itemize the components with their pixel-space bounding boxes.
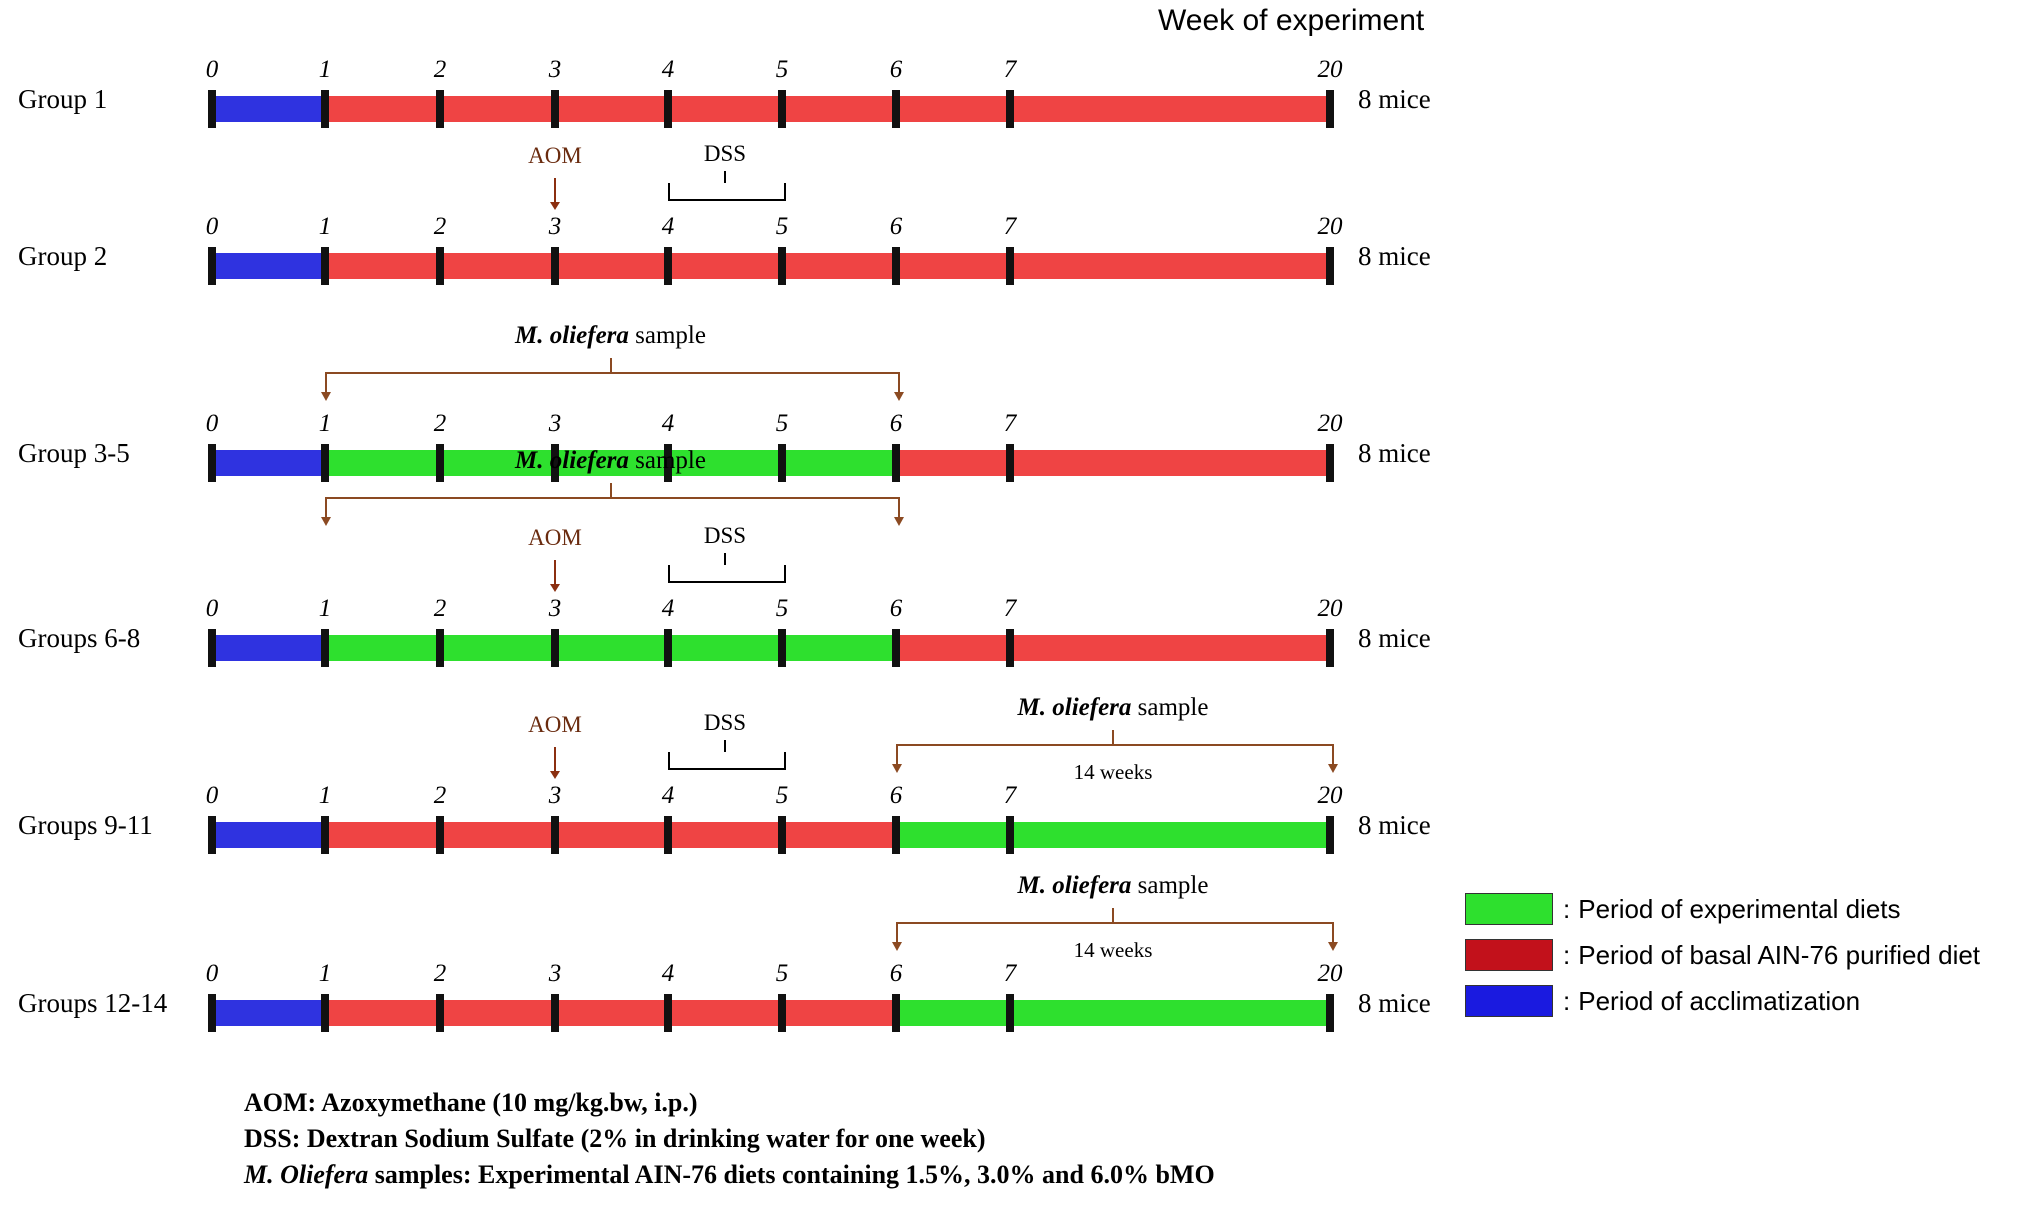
dss-label: DSS xyxy=(703,710,747,735)
legend-item xyxy=(1465,932,1980,978)
moliefera-label xyxy=(1018,872,1209,900)
week-tick-label: 1 xyxy=(318,410,332,437)
footnote-aom: AOM: Azoxymethane (10 mg/kg.bw, i.p.) xyxy=(244,1088,698,1117)
moliefera-label-rest: sample xyxy=(1131,872,1209,899)
dss-bracket xyxy=(668,565,786,583)
week-tick xyxy=(778,629,786,667)
week-tick-label: 1 xyxy=(318,960,332,987)
week-tick-label: 20 xyxy=(1317,56,1343,83)
week-tick xyxy=(892,247,900,285)
week-tick xyxy=(1326,994,1334,1032)
timeline-segment-acclimatization xyxy=(212,96,325,122)
week-tick-label: 1 xyxy=(318,56,332,83)
week-tick-label: 7 xyxy=(1003,960,1017,987)
week-tick xyxy=(1006,247,1014,285)
week-tick-label: 1 xyxy=(318,213,332,240)
week-tick xyxy=(436,444,444,482)
dss-label: DSS xyxy=(703,141,747,166)
week-tick xyxy=(664,629,672,667)
row-mice-count: 8 mice xyxy=(1358,810,1431,840)
week-tick-label: 0 xyxy=(205,960,219,987)
aom-arrow-icon xyxy=(554,560,556,586)
timeline-bar xyxy=(205,410,1343,476)
week-tick xyxy=(1006,629,1014,667)
week-tick xyxy=(551,90,559,128)
week-tick-label: 2 xyxy=(433,595,447,622)
week-tick xyxy=(892,90,900,128)
timeline-bar xyxy=(205,960,1343,1026)
moliefera-bracket xyxy=(325,497,900,517)
row-mice-count: 8 mice xyxy=(1358,438,1431,468)
week-tick xyxy=(208,629,216,667)
moliefera-label xyxy=(1018,694,1209,722)
dss-bracket xyxy=(668,183,786,201)
week-tick xyxy=(1326,816,1334,854)
moliefera-stem xyxy=(1112,730,1114,744)
legend-colon: : xyxy=(1563,939,1571,970)
moliefera-label-italic: M. oliefera xyxy=(515,447,629,474)
week-tick xyxy=(436,816,444,854)
week-tick-label: 6 xyxy=(889,782,903,809)
week-tick xyxy=(208,444,216,482)
moliefera-label-rest: sample xyxy=(1131,694,1209,721)
row-label: Groups 9-11 xyxy=(18,810,153,840)
row-label: Groups 6-8 xyxy=(18,623,141,653)
week-tick xyxy=(321,247,329,285)
timeline-segment-experimental xyxy=(325,635,896,661)
aom-arrow-icon xyxy=(554,178,556,204)
week-tick-label: 4 xyxy=(661,56,675,83)
row-mice-count: 8 mice xyxy=(1358,988,1431,1018)
week-tick-label: 2 xyxy=(433,410,447,437)
week-tick-label: 4 xyxy=(661,595,675,622)
row-mice-count: 8 mice xyxy=(1358,84,1431,114)
week-tick-label: 0 xyxy=(205,410,219,437)
week-tick-label: 7 xyxy=(1003,595,1017,622)
week-tick xyxy=(664,247,672,285)
timeline-segment-acclimatization xyxy=(212,253,325,279)
dss-stem xyxy=(724,740,726,752)
week-tick-label: 0 xyxy=(205,782,219,809)
footnote-moliefera-rest: samples: Experimental AIN-76 diets containing 1.5%, 3.0% and 6.0% bMO xyxy=(368,1160,1215,1189)
timeline-segment-basal xyxy=(325,96,1330,122)
footnote-moliefera xyxy=(244,1157,1215,1193)
week-tick-label: 4 xyxy=(661,782,675,809)
row-label: Group 3-5 xyxy=(18,438,130,468)
aom-label: AOM xyxy=(528,143,582,168)
week-tick xyxy=(778,816,786,854)
moliefera-label-rest: sample xyxy=(628,447,706,474)
week-tick xyxy=(664,816,672,854)
week-tick-label: 2 xyxy=(433,782,447,809)
week-tick-label: 6 xyxy=(889,56,903,83)
week-tick-label: 0 xyxy=(205,213,219,240)
week-tick-label: 5 xyxy=(775,782,789,809)
week-tick xyxy=(208,994,216,1032)
moliefera-label-italic: M. oliefera xyxy=(1017,872,1132,899)
week-tick-label: 20 xyxy=(1317,960,1343,987)
week-tick-label: 4 xyxy=(661,960,675,987)
week-tick-label: 3 xyxy=(548,56,562,83)
week-tick xyxy=(778,994,786,1032)
timeline-segment-basal xyxy=(325,822,896,848)
legend-swatch-basal xyxy=(1465,939,1553,971)
timeline-segment-basal xyxy=(325,253,1330,279)
moliefera-label xyxy=(515,322,706,350)
week-tick-label: 7 xyxy=(1003,782,1017,809)
week-tick-label: 20 xyxy=(1317,410,1343,437)
week-tick xyxy=(778,90,786,128)
week-tick-label: 6 xyxy=(889,213,903,240)
week-tick-label: 20 xyxy=(1317,213,1343,240)
moliefera-stem xyxy=(1112,908,1114,922)
row-label: Groups 12-14 xyxy=(18,988,168,1018)
week-tick-label: 3 xyxy=(548,595,562,622)
week-tick-label: 2 xyxy=(433,56,447,83)
timeline-segment-experimental xyxy=(896,1000,1330,1026)
week-tick xyxy=(551,247,559,285)
moliefera-duration-label: 14 weeks xyxy=(1073,760,1153,784)
week-tick-label: 1 xyxy=(318,595,332,622)
footnote-dss: DSS: Dextran Sodium Sulfate (2% in drinking water for one week) xyxy=(244,1124,986,1153)
legend-colon: : xyxy=(1563,985,1571,1016)
moliefera-stem xyxy=(610,358,612,372)
week-tick xyxy=(664,994,672,1032)
week-tick xyxy=(778,444,786,482)
week-tick-label: 3 xyxy=(548,782,562,809)
week-tick xyxy=(1006,444,1014,482)
week-tick xyxy=(664,90,672,128)
week-tick-label: 5 xyxy=(775,410,789,437)
week-tick-label: 6 xyxy=(889,595,903,622)
week-tick xyxy=(321,994,329,1032)
week-tick xyxy=(892,994,900,1032)
week-tick-label: 7 xyxy=(1003,213,1017,240)
week-tick-label: 4 xyxy=(661,410,675,437)
week-tick xyxy=(1326,629,1334,667)
aom-arrow-icon xyxy=(554,747,556,773)
week-tick xyxy=(778,247,786,285)
week-tick xyxy=(892,629,900,667)
week-tick-label: 3 xyxy=(548,960,562,987)
timeline-segment-acclimatization xyxy=(212,1000,325,1026)
week-tick xyxy=(436,247,444,285)
legend-label: Period of acclimatization xyxy=(1578,985,1861,1016)
timeline-segment-basal xyxy=(896,450,1330,476)
footnotes xyxy=(244,1085,1215,1193)
week-tick-label: 5 xyxy=(775,960,789,987)
week-tick xyxy=(436,994,444,1032)
week-tick-label: 20 xyxy=(1317,595,1343,622)
moliefera-label-italic: M. oliefera xyxy=(515,322,629,349)
moliefera-label-italic: M. oliefera xyxy=(1017,694,1132,721)
week-tick-label: 3 xyxy=(548,410,562,437)
moliefera-label xyxy=(515,447,706,475)
dss-stem xyxy=(724,553,726,565)
week-tick-label: 5 xyxy=(775,213,789,240)
week-tick xyxy=(208,90,216,128)
week-tick xyxy=(1326,90,1334,128)
dss-label: DSS xyxy=(703,523,747,548)
week-tick-label: 20 xyxy=(1317,782,1343,809)
week-tick-label: 7 xyxy=(1003,56,1017,83)
timeline-bar xyxy=(205,56,1343,122)
legend-swatch-experimental xyxy=(1465,893,1553,925)
legend-label: Period of basal AIN-76 purified diet xyxy=(1578,939,1981,970)
moliefera-bracket xyxy=(325,372,900,392)
week-tick-label: 4 xyxy=(661,213,675,240)
legend-colon: : xyxy=(1563,893,1571,924)
timeline-segment-experimental xyxy=(896,822,1330,848)
aom-label: AOM xyxy=(528,525,582,550)
dss-bracket xyxy=(668,752,786,770)
week-tick-label: 5 xyxy=(775,56,789,83)
week-tick xyxy=(321,816,329,854)
week-tick xyxy=(436,90,444,128)
week-tick xyxy=(892,816,900,854)
week-tick xyxy=(436,629,444,667)
timeline-segment-acclimatization xyxy=(212,635,325,661)
page-title: Week of experiment xyxy=(1158,4,1425,37)
legend-label: Period of experimental diets xyxy=(1578,893,1901,924)
week-tick xyxy=(1326,444,1334,482)
week-tick-label: 0 xyxy=(205,56,219,83)
moliefera-duration-label: 14 weeks xyxy=(1073,938,1153,962)
row-label: Group 1 xyxy=(18,84,108,114)
timeline-bar xyxy=(205,782,1343,848)
legend xyxy=(1465,886,1980,1024)
dss-stem xyxy=(724,171,726,183)
week-tick xyxy=(208,247,216,285)
timeline-segment-acclimatization xyxy=(212,450,325,476)
timeline-bar xyxy=(205,595,1343,661)
legend-swatch-acclimatization xyxy=(1465,985,1553,1017)
week-tick-label: 0 xyxy=(205,595,219,622)
week-tick xyxy=(1326,247,1334,285)
footnote-moliefera-italic: M. Oliefera xyxy=(244,1160,369,1189)
week-tick xyxy=(551,816,559,854)
timeline-bar xyxy=(205,213,1343,279)
timeline-segment-basal xyxy=(896,635,1330,661)
week-tick xyxy=(321,444,329,482)
legend-item xyxy=(1465,978,1980,1024)
week-tick xyxy=(551,629,559,667)
week-tick xyxy=(1006,994,1014,1032)
timeline-segment-basal xyxy=(325,1000,896,1026)
moliefera-stem xyxy=(610,483,612,497)
row-label: Group 2 xyxy=(18,241,108,271)
moliefera-label-rest: sample xyxy=(628,322,706,349)
week-tick-label: 3 xyxy=(548,213,562,240)
week-tick-label: 7 xyxy=(1003,410,1017,437)
week-tick xyxy=(1006,90,1014,128)
week-tick-label: 5 xyxy=(775,595,789,622)
week-tick xyxy=(892,444,900,482)
week-tick xyxy=(1006,816,1014,854)
week-tick xyxy=(321,90,329,128)
row-mice-count: 8 mice xyxy=(1358,623,1431,653)
week-tick xyxy=(321,629,329,667)
week-tick-label: 1 xyxy=(318,782,332,809)
legend-item xyxy=(1465,886,1980,932)
week-tick xyxy=(551,994,559,1032)
week-tick xyxy=(208,816,216,854)
week-tick-label: 6 xyxy=(889,410,903,437)
week-tick-label: 2 xyxy=(433,213,447,240)
week-tick-label: 6 xyxy=(889,960,903,987)
week-tick-label: 2 xyxy=(433,960,447,987)
timeline-segment-acclimatization xyxy=(212,822,325,848)
row-mice-count: 8 mice xyxy=(1358,241,1431,271)
aom-label: AOM xyxy=(528,712,582,737)
